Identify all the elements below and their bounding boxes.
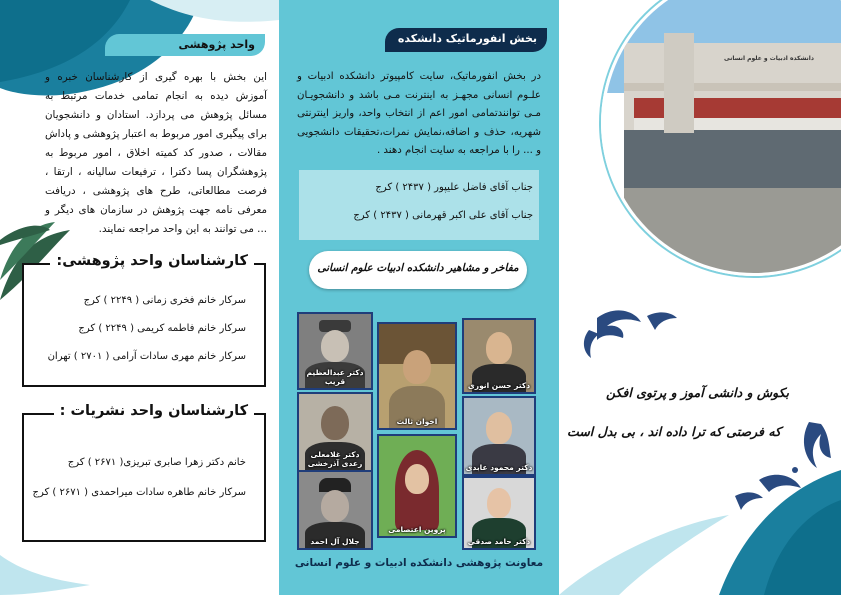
portrait-caption: دکتر عبدالعظیم قریب <box>306 368 364 386</box>
publications-experts-box <box>22 403 266 542</box>
research-expert-line: سرکار خانم مهری سادات آرامی ( ۲۷۰۱ ) تهران <box>47 351 246 362</box>
left-panel <box>0 0 279 595</box>
portrait-caption: پروین اعتصامی <box>388 525 446 534</box>
research-experts-box <box>22 253 266 387</box>
research-unit-title: واحد پژوهشی <box>105 34 265 56</box>
faculty-building-photo <box>601 0 841 276</box>
research-experts-title: کارشناسان واحد پژوهشی: <box>50 253 254 269</box>
informatics-contact: جناب آقای فاضل علیپور ( ۲۴۳۷ ) کرج <box>375 182 533 193</box>
notables-banner-text: مفاخر و مشاهیر دانشکده ادبیات علوم انسانی <box>317 262 519 274</box>
portrait-abdolazim-gharib <box>297 312 373 390</box>
informatics-title: بخش انفورماتیک دانشکده <box>385 28 547 52</box>
middle-panel <box>279 0 559 595</box>
portrait-parvin-etesami <box>377 434 457 538</box>
portrait-caption: دکتر حسن انوری <box>467 381 531 390</box>
portrait-mahmoud-abedi <box>462 396 536 476</box>
portrait-caption: جلال آل احمد <box>310 537 360 546</box>
research-unit-description: این بخش با بهره گیری از کارشناسان خبره و آموزش دیده به انجام تمامی خدمات مرتبط به مسائل پژوهش می پردازد. استادان و دانشجویان برای پیگیری امور مربوط به اعتبار پژوهشی و پاداش مقالات ، صدور کد کمیته اخلاق ، امور مربوط به پژوهشگران پسا دکترا ، ترفیعات سالیانه ، ارتقا ، فرصت مطالعاتی، طرح های پژوهشی ، دریافت معرفی نامه جهت پژوهش در سازمان های دیگر و ... می توانند به این واحد مراجعه نمایند. <box>45 71 267 235</box>
portrait-caption: دکتر محمود عابدی <box>465 463 533 472</box>
research-expert-line: سرکار خانم فخری زمانی ( ۲۲۴۹ ) کرج <box>83 295 246 306</box>
portrait-akhavan-sales <box>377 322 457 430</box>
right-panel <box>559 0 841 595</box>
publications-expert-line: خانم دکتر زهرا صابری تبریزی( ۲۶۷۱ ) کرج <box>67 457 246 468</box>
portrait-jalal-al-ahmad <box>297 470 373 550</box>
informatics-description: در بخش انفورماتیک، سایت کامپیوتر دانشکده ادبیات و علـوم انسانی مجهـز به اینترنت مـی باشد و دانشجویـان مـی توانندتمامی امور اعم از انتخاب واحد، واریز اینترنتی شهریه، حذف و اضافه،نمایش نمرات،تحقیقات دانشجویی و ... را با مراجعه به سایت انجام دهند . <box>297 71 541 156</box>
portrait-gholamali-raadi <box>297 392 373 472</box>
notables-banner <box>309 251 527 289</box>
research-expert-line: سرکار خانم فاطمه کریمی ( ۲۲۴۹ ) کرج <box>78 323 246 334</box>
publications-expert-line: سرکار خانم طاهره سادات میراحمدی ( ۲۶۷۱ ) کرج <box>32 487 246 498</box>
portrait-caption: دکتر غلامعلی رعدی آذرخشی <box>307 450 363 468</box>
portrait-caption: اخوان ثالث <box>396 417 438 426</box>
building-sign: دانشکده ادبیات و علوم انسانی <box>724 55 814 62</box>
informatics-contact: جناب آقای علی اکبر قهرمانی ( ۲۴۳۷ ) کرج <box>353 210 533 221</box>
portrait-hasan-anvari <box>462 318 536 394</box>
poem-line-1: بکوش و دانشی آموز و پرتوی افکن <box>606 385 789 400</box>
portrait-caption: دکتر حامد صدقی <box>467 537 531 546</box>
middle-footer: معاونت پژوهشی دانشکده ادبیات و علوم انسانی <box>294 557 544 569</box>
portrait-hamed-sedghi <box>462 476 536 550</box>
publications-experts-title: کارشناسان واحد نشریات : <box>54 403 254 419</box>
poem-line-2: که فرصتی که ترا داده اند ، بی بدل است <box>567 424 781 439</box>
